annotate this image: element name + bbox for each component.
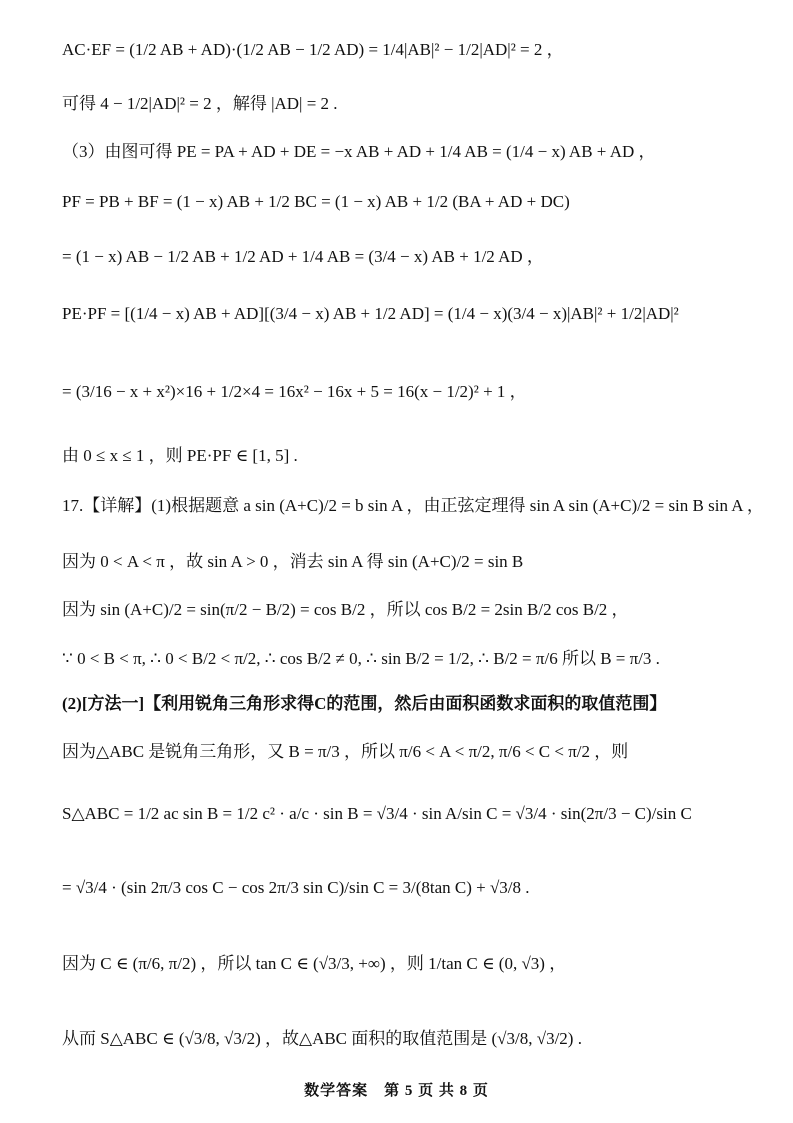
line-12: ∵ 0 < B < π, ∴ 0 < B/2 < π/2, ∴ cos B/2 ≠ 0, ∴ sin B/2 = 1/2, ∴ B/2 = π/6 所以 B = π/3 . [62,649,660,668]
line-17: 因为 C ∈ (π/6, π/2) ，所以 tan C ∈ (√3/3, +∞) ，则 1/tan C ∈ (0, √3) ， [62,954,567,973]
line-2: 可得 4 − 1/2|AD|² = 2 ，解得 |AD| = 2 . [62,94,338,113]
line-1: AC·EF = (1/2 AB + AD)·(1/2 AB − 1/2 AD) = 1/4|AB|² − 1/2|AD|² = 2 ， [62,40,564,59]
line-10: 因为 0 < A < π ，故 sin A > 0 ，消去 sin A 得 sin (A+C)/2 = sin B [62,552,524,571]
line-5: = (1 − x) AB − 1/2 AB + 1/2 AD + 1/4 AB = (3/4 − x) AB + 1/2 AD ， [62,247,544,266]
line-4: PF = PB + BF = (1 − x) AB + 1/2 BC = (1 − x) AB + 1/2 (BA + AD + DC) [62,192,570,211]
line-3: （3）由图可得 PE = PA + AD + DE = −x AB + AD + 1/4 AB = (1/4 − x) AB + AD ， [62,142,656,161]
line-11: 因为 sin (A+C)/2 = sin(π/2 − B/2) = cos B/2 ，所以 cos B/2 = 2sin B/2 cos B/2 ， [62,600,629,619]
line-14: 因为△ABC 是锐角三角形，又 B = π/3 ，所以 π/6 < A < π/2, π/6 < C < π/2 ，则 [62,742,629,761]
line-8: 由 0 ≤ x ≤ 1 ，则 PE·PF ∈ [1, 5] . [62,446,298,465]
line-18: 从而 S△ABC ∈ (√3/8, √3/2) ，故△ABC 面积的取值范围是 (√3/8, √3/2) . [62,1029,582,1048]
line-15: S△ABC = 1/2 ac sin B = 1/2 c² · a/c · sin B = √3/4 · sin A/sin C = √3/4 · sin(2π/3 − C)/sin C [62,804,692,823]
line-13-method-heading: (2)[方法一]【利用锐角三角形求得C的范围，然后由面积函数求面积的取值范围】 [62,694,667,713]
page-footer: 数学答案 第 5 页 共 8 页 [304,1083,489,1099]
line-6: PE·PF = [(1/4 − x) AB + AD][(3/4 − x) AB + 1/2 AD] = (1/4 − x)(3/4 − x)|AB|² + 1/2|AD|² [62,304,679,323]
line-16: = √3/4 · (sin 2π/3 cos C − cos 2π/3 sin C)/sin C = 3/(8tan C) + √3/8 . [62,878,530,897]
line-7: = (3/16 − x + x²)×16 + 1/2×4 = 16x² − 16x + 5 = 16(x − 1/2)² + 1 ， [62,382,527,401]
line-9: 17.【详解】(1)根据题意 a sin (A+C)/2 = b sin A ，由正弦定理得 sin A sin (A+C)/2 = sin B sin A ， [62,496,764,515]
